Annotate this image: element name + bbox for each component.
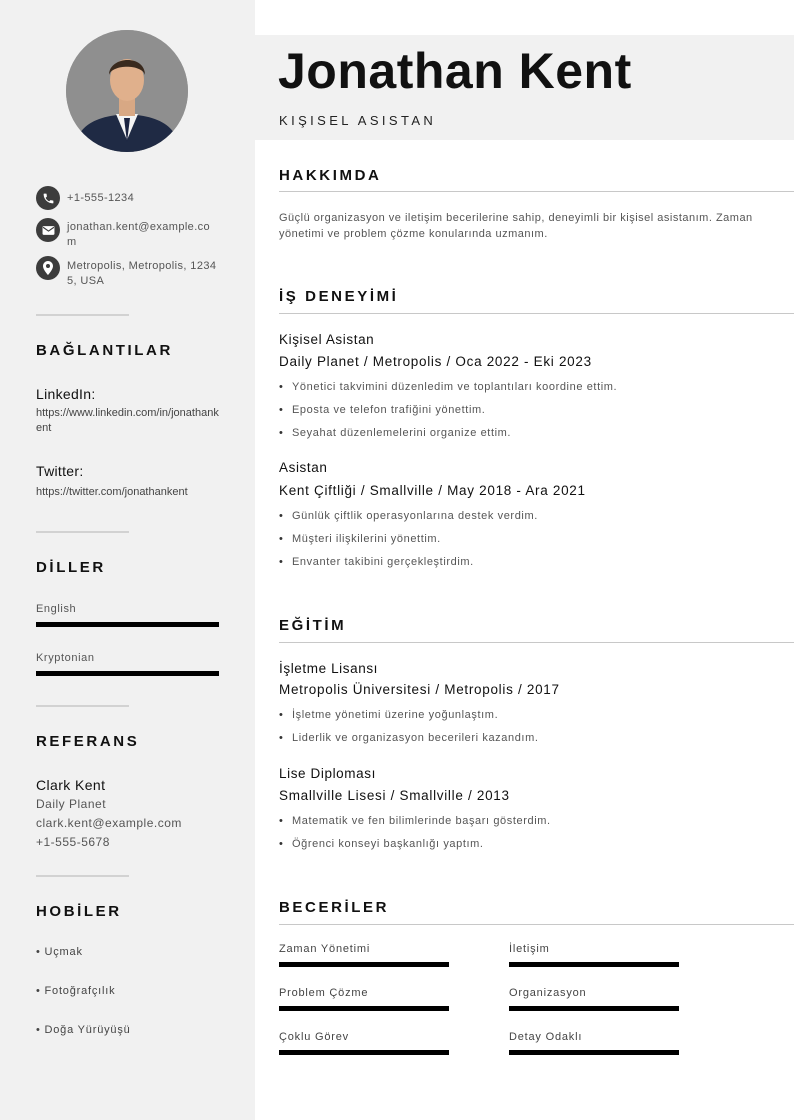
job-title: KIŞISEL ASISTAN <box>279 113 437 128</box>
about-heading: HAKKIMDA <box>279 167 382 184</box>
twitter-link[interactable]: https://twitter.com/jonathankent <box>36 486 188 498</box>
experience-bullet: • Müşteri ilişkilerini yönettim. <box>279 533 441 545</box>
skill-name: Zaman Yönetimi <box>279 943 371 955</box>
reference-phone: +1-555-5678 <box>36 835 110 849</box>
education-bullet: • Matematik ve fen bilimlerinde başarı gösterdim. <box>279 815 551 827</box>
reference-name: Clark Kent <box>36 777 106 793</box>
education-bullet: • Liderlik ve organizasyon becerileri kazandım. <box>279 732 539 744</box>
experience-detail: Daily Planet / Metropolis / Oca 2022 - Eki 2023 <box>279 354 592 369</box>
skill-name: Problem Çözme <box>279 987 369 999</box>
skill-level-bar <box>279 1006 449 1011</box>
sidebar-divider <box>36 875 129 877</box>
section-divider <box>279 924 794 925</box>
education-detail: Smallville Lisesi / Smallville / 2013 <box>279 788 510 803</box>
address-text: Metropolis, Metropolis, 12345, USA <box>67 260 217 287</box>
linkedin-link[interactable]: https://www.linkedin.com/in/jonathankent <box>36 407 219 434</box>
experience-heading: İŞ DENEYİMİ <box>279 288 399 305</box>
hobby-label: Doğa Yürüyüşü <box>44 1024 131 1036</box>
section-divider <box>279 191 794 192</box>
skill-level-bar <box>509 1050 679 1055</box>
sidebar-divider <box>36 531 129 533</box>
mail-icon <box>36 218 60 242</box>
skill-name: Detay Odaklı <box>509 1031 583 1043</box>
phone-icon <box>36 186 60 210</box>
education-detail: Metropolis Üniversitesi / Metropolis / 2017 <box>279 682 560 697</box>
experience-bullet: • Eposta ve telefon trafiğini yönettim. <box>279 404 485 416</box>
contact-address <box>36 256 226 289</box>
about-text: Güçlü organizasyon ve iletişim becerilerine sahip, deneyimli bir kişisel asistanım. Zaman yönetimi ve problem çözme konularında uzmanım. <box>279 212 753 240</box>
skills-heading: BECERİLER <box>279 899 390 916</box>
twitter-label: Twitter: <box>36 463 84 479</box>
reference-email[interactable]: clark.kent@example.com <box>36 816 182 830</box>
reference-company: Daily Planet <box>36 797 107 811</box>
profile-photo <box>66 30 188 152</box>
experience-bullet: • Günlük çiftlik operasyonlarına destek verdim. <box>279 510 538 522</box>
phone-text: +1-555-1234 <box>67 192 135 204</box>
education-heading: EĞİTİM <box>279 617 347 634</box>
hobby-label: Uçmak <box>44 946 83 958</box>
reference-heading: REFERANS <box>36 733 140 750</box>
experience-role: Kişisel Asistan <box>279 332 375 347</box>
education-bullet: • İşletme yönetimi üzerine yoğunlaştım. <box>279 709 498 721</box>
language-name: English <box>36 603 77 615</box>
hobby-label: Fotoğrafçılık <box>44 985 116 997</box>
skill-level-bar <box>279 962 449 967</box>
skill-name: İletişim <box>509 943 550 955</box>
skill-level-bar <box>509 1006 679 1011</box>
email-text[interactable]: jonathan.kent@example.com <box>67 221 211 248</box>
experience-role: Asistan <box>279 460 328 475</box>
sidebar-divider <box>36 705 129 707</box>
hobby-item: • Fotoğrafçılık <box>36 985 116 997</box>
hobby-item: • Doğa Yürüyüşü <box>36 1024 131 1036</box>
language-name: Kryptonian <box>36 652 95 664</box>
experience-bullet: • Envanter takibini gerçekleştirdim. <box>279 556 474 568</box>
location-pin-icon <box>36 256 60 280</box>
education-degree: İşletme Lisansı <box>279 661 379 676</box>
languages-heading: DİLLER <box>36 559 106 576</box>
language-level-bar <box>36 671 219 676</box>
experience-detail: Kent Çiftliği / Smallville / May 2018 - Ara 2021 <box>279 483 586 498</box>
contact-phone <box>36 186 226 210</box>
section-divider <box>279 642 794 643</box>
education-bullet: • Öğrenci konseyi başkanlığı yaptım. <box>279 838 484 850</box>
skill-name: Çoklu Görev <box>279 1031 349 1043</box>
skill-name: Organizasyon <box>509 987 587 999</box>
linkedin-label: LinkedIn: <box>36 386 96 402</box>
experience-bullet: • Seyahat düzenlemelerini organize ettim. <box>279 427 511 439</box>
education-degree: Lise Diploması <box>279 766 376 781</box>
contact-email <box>36 218 226 250</box>
full-name: Jonathan Kent <box>278 43 632 99</box>
skill-level-bar <box>509 962 679 967</box>
experience-bullet: • Yönetici takvimini düzenledim ve toplantıları koordine ettim. <box>279 381 617 393</box>
sidebar-divider <box>36 314 129 316</box>
language-level-bar <box>36 622 219 627</box>
hobbies-heading: HOBİLER <box>36 903 122 920</box>
section-divider <box>279 313 794 314</box>
hobby-item: • Uçmak <box>36 946 83 958</box>
skill-level-bar <box>279 1050 449 1055</box>
links-heading: BAĞLANTILAR <box>36 342 173 359</box>
